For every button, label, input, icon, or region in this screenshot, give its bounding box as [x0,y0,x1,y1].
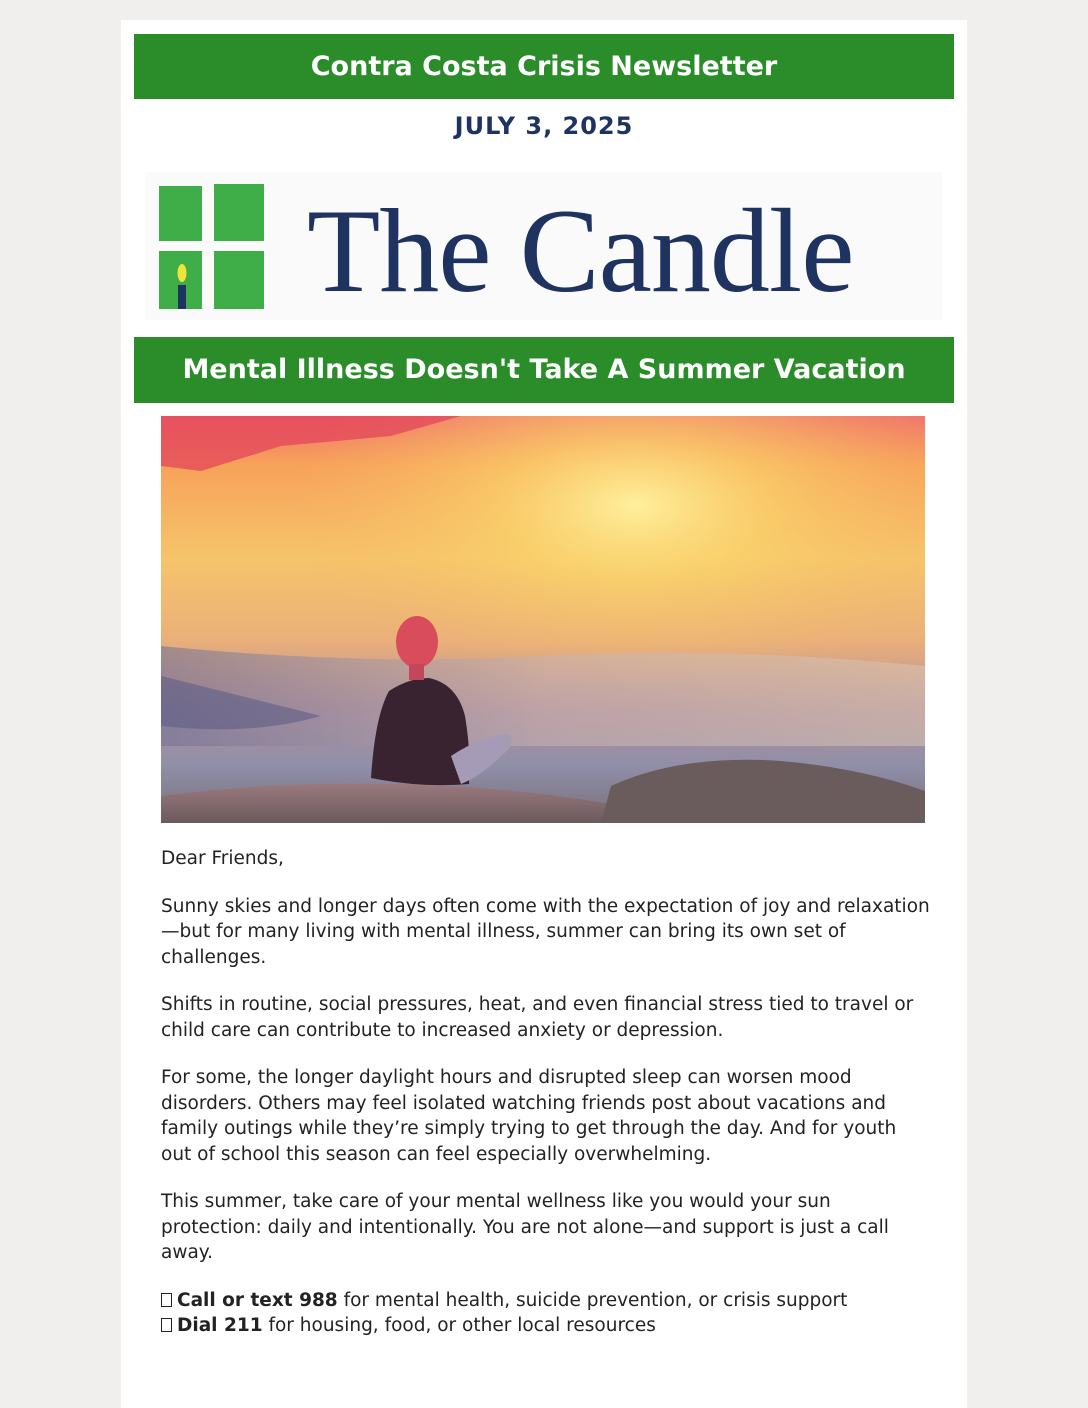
resource-988-text: for mental health, suicide prevention, or crisis support [337,1289,848,1311]
letter-greeting: Dear Friends, [161,848,284,869]
resource-988-label: Call or text 988 [177,1289,338,1311]
resource-list [161,1288,931,1339]
logo-pane-top-left [159,186,202,241]
masthead-title: The Candle [307,184,854,317]
resource-item-988 [161,1288,931,1314]
article-headline: Mental Illness Doesn't Take A Summer Vacation [134,337,954,403]
sunset-meditation-photo [161,416,925,823]
resource-211-text: for housing, food, or other local resources [262,1315,656,1336]
newsletter-banner-title: Contra Costa Crisis Newsletter [134,34,954,99]
letter-paragraph-2: Shifts in routine, social pressures, heat, and even financial stress tied to travel or child care can contribute to increased anxiety or depression. [161,994,914,1041]
logo-pane-bottom-right [214,251,264,309]
bullet-icon [161,1293,172,1307]
bullet-icon [161,1318,172,1332]
flame-icon [178,264,187,282]
letter-paragraph-3: For some, the longer daylight hours and disrupted sleep can worsen mood disorders. Others may feel isolated watching friends post about vacations and family outings while they’re simply trying to get through the day. And for youth out of school this season can feel especially overwhelming. [161,1067,897,1165]
issue-date: JULY 3, 2025 [454,112,634,140]
masthead [145,172,942,320]
candle-window-logo [156,182,268,312]
letter-body [161,846,931,1339]
letter-paragraph-4: This summer, take care of your mental wellness like you would your sun protection: daily and intentionally. You are not alone—and support is just a call away. [161,1191,889,1263]
candle-icon [178,285,186,309]
resource-211-label: Dial 211 [177,1315,263,1336]
logo-pane-top-right [214,184,264,241]
letter-paragraph-1: Sunny skies and longer days often come with the expectation of joy and relaxation —but for many living with mental illness, summer can bring its own set of challenges. [161,895,930,968]
resource-item-211 [161,1313,931,1339]
newsletter-page [121,20,967,1408]
